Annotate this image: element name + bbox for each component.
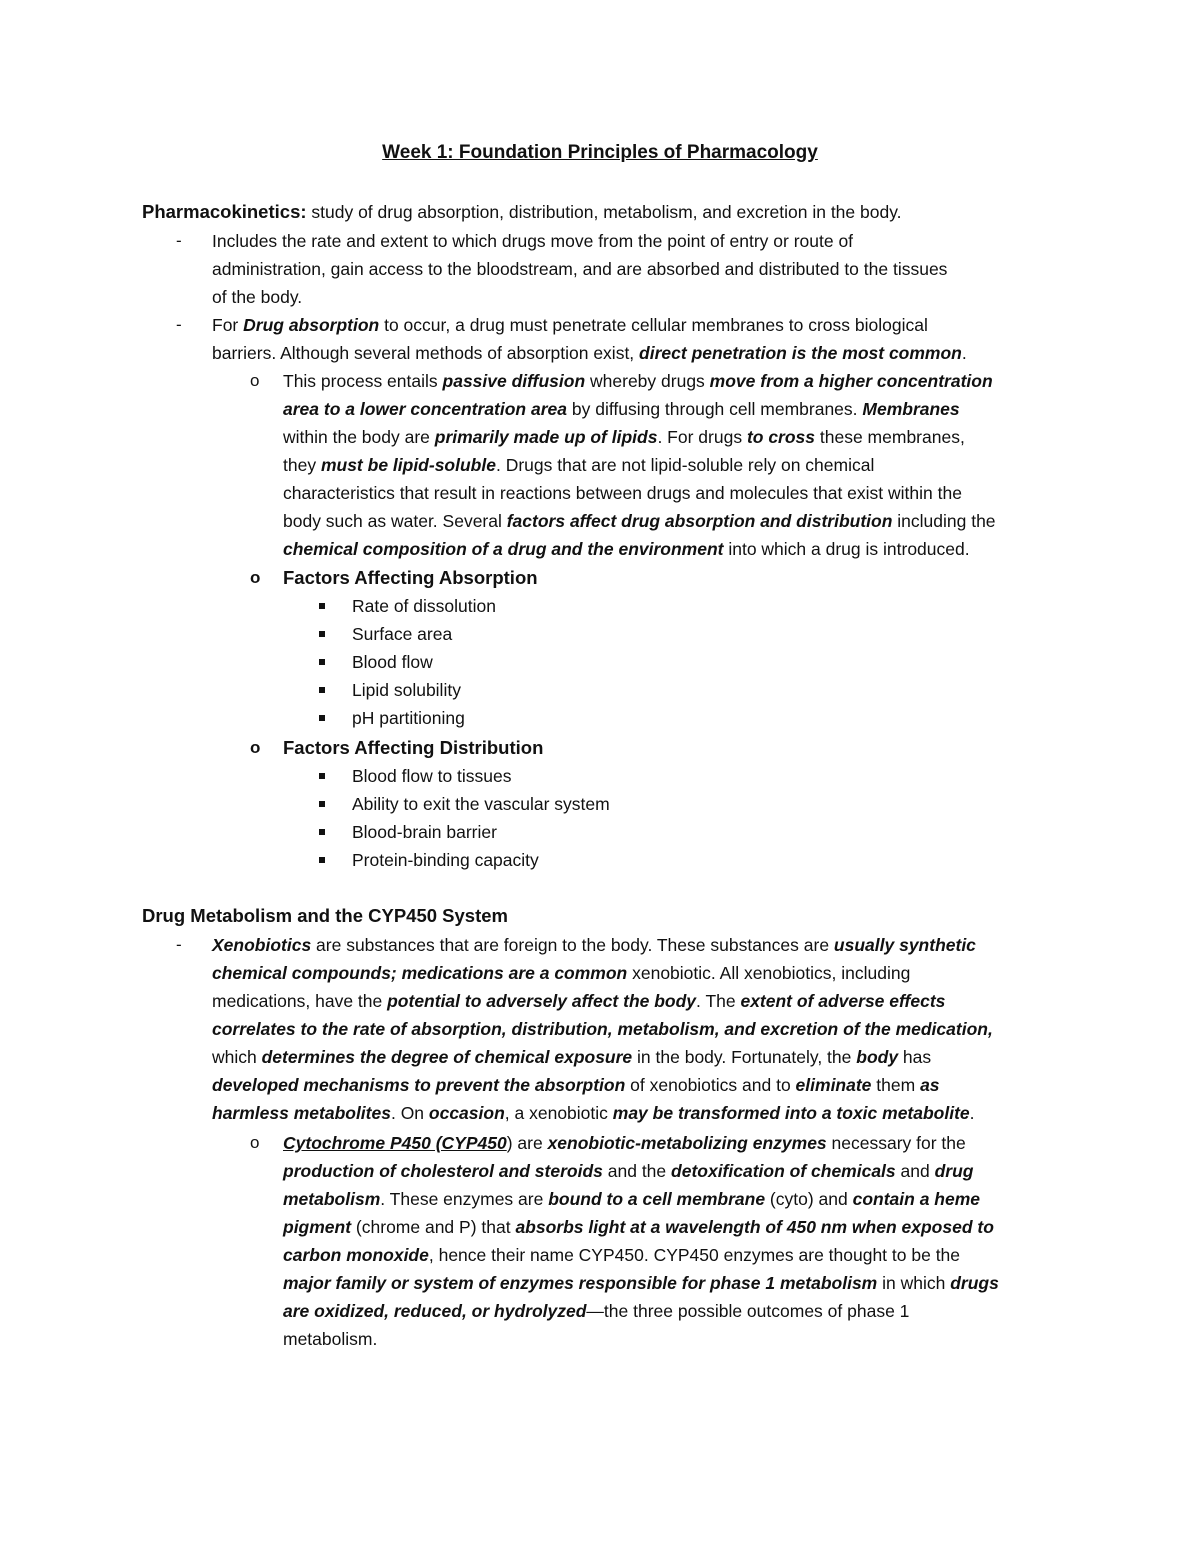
absorption-item: Blood flow	[352, 652, 433, 672]
distribution-item: Blood-brain barrier	[352, 822, 497, 842]
cyp-line5: carbon monoxide, hence their name CYP450. CYP450 enzymes are thought to be the	[283, 1245, 961, 1265]
cyp-line3: metabolism. These enzymes are bound to a cell membrane (cyto) and contain a heme	[283, 1189, 981, 1209]
circle-bullet: o	[250, 738, 261, 757]
distribution-heading: Factors Affecting Distribution	[283, 737, 544, 758]
cyp-line1: Cytochrome P450 (CYP450) are xenobiotic-metabolizing enzymes necessary for the	[283, 1133, 966, 1153]
square-bullet	[319, 603, 325, 609]
distribution-item: Blood flow to tissues	[352, 766, 512, 786]
drug-metabolism-heading: Drug Metabolism and the CYP450 System	[142, 905, 508, 926]
square-bullet	[319, 773, 325, 779]
xeno-line1: Xenobiotics are substances that are foreign to the body. These substances are usually synthetic	[212, 935, 976, 955]
dash-bullet: -	[176, 315, 182, 334]
square-bullet	[319, 857, 325, 863]
distribution-item: Ability to exit the vascular system	[352, 794, 610, 814]
cyp-line6: major family or system of enzymes responsible for phase 1 metabolism in which drugs	[283, 1273, 999, 1293]
pk-process-line4: they must be lipid-soluble. Drugs that are not lipid-soluble rely on chemical	[283, 455, 875, 475]
absorption-item: pH partitioning	[352, 708, 465, 728]
pk-process-line5: characteristics that result in reactions between drugs and molecules that exist within the	[283, 483, 962, 503]
pk-process-line7: chemical composition of a drug and the environment into which a drug is introduced.	[283, 539, 970, 559]
absorption-heading: Factors Affecting Absorption	[283, 567, 538, 588]
pk-bullet2-line2: barriers. Although several methods of absorption exist, direct penetration is the most common.	[212, 343, 967, 363]
cyp-line4: pigment (chrome and P) that absorbs light at a wavelength of 450 nm when exposed to	[283, 1217, 994, 1237]
xeno-line2: chemical compounds; medications are a common xenobiotic. All xenobiotics, including	[212, 963, 911, 983]
square-bullet	[319, 801, 325, 807]
xeno-line4: correlates to the rate of absorption, distribution, metabolism, and excretion of the medication,	[212, 1019, 993, 1039]
absorption-item: Rate of dissolution	[352, 596, 496, 616]
absorption-item: Lipid solubility	[352, 680, 461, 700]
distribution-item: Protein-binding capacity	[352, 850, 539, 870]
square-bullet	[319, 631, 325, 637]
circle-bullet: o	[250, 1133, 260, 1152]
dash-bullet: -	[176, 231, 182, 250]
pk-process-line3: within the body are primarily made up of lipids. For drugs to cross these membranes,	[283, 427, 965, 447]
pk-bullet1-line3: of the body.	[212, 287, 303, 307]
dash-bullet: -	[176, 935, 182, 954]
square-bullet	[319, 659, 325, 665]
pharmacokinetics-heading: Pharmacokinetics:	[142, 201, 307, 222]
square-bullet	[319, 829, 325, 835]
xeno-line5: which determines the degree of chemical exposure in the body. Fortunately, the body has	[212, 1047, 932, 1067]
pk-process-line6: body such as water. Several factors affect drug absorption and distribution including the	[283, 511, 996, 531]
cyp-line2: production of cholesterol and steroids and the detoxification of chemicals and drug	[283, 1161, 974, 1181]
pk-process-line1: This process entails passive diffusion whereby drugs move from a higher concentration	[283, 371, 993, 391]
xeno-line6: developed mechanisms to prevent the absorption of xenobiotics and to eliminate them as	[212, 1075, 940, 1095]
circle-bullet: o	[250, 371, 260, 390]
cyp-line7: are oxidized, reduced, or hydrolyzed—the three possible outcomes of phase 1	[283, 1301, 910, 1321]
square-bullet	[319, 687, 325, 693]
pk-bullet1-line2: administration, gain access to the bloodstream, and are absorbed and distributed to the tissues	[212, 259, 948, 279]
pk-bullet2-line1: For Drug absorption to occur, a drug must penetrate cellular membranes to cross biological	[212, 315, 928, 335]
square-bullet	[319, 715, 325, 721]
xeno-line7: harmless metabolites. On occasion, a xenobiotic may be transformed into a toxic metabolite.	[212, 1103, 975, 1123]
page-title: Week 1: Foundation Principles of Pharmacology	[382, 142, 818, 163]
pk-bullet1-line1: Includes the rate and extent to which drugs move from the point of entry or route of	[212, 231, 854, 251]
absorption-item: Surface area	[352, 624, 453, 644]
cyp-line8: metabolism.	[283, 1329, 378, 1349]
xeno-line3: medications, have the potential to adversely affect the body. The extent of adverse effects	[212, 991, 946, 1011]
pk-process-line2: area to a lower concentration area by diffusing through cell membranes. Membranes	[283, 399, 960, 419]
pharmacokinetics-definition: Pharmacokinetics: study of drug absorption, distribution, metabolism, and excretion in the body.	[142, 201, 902, 222]
circle-bullet: o	[250, 568, 261, 587]
